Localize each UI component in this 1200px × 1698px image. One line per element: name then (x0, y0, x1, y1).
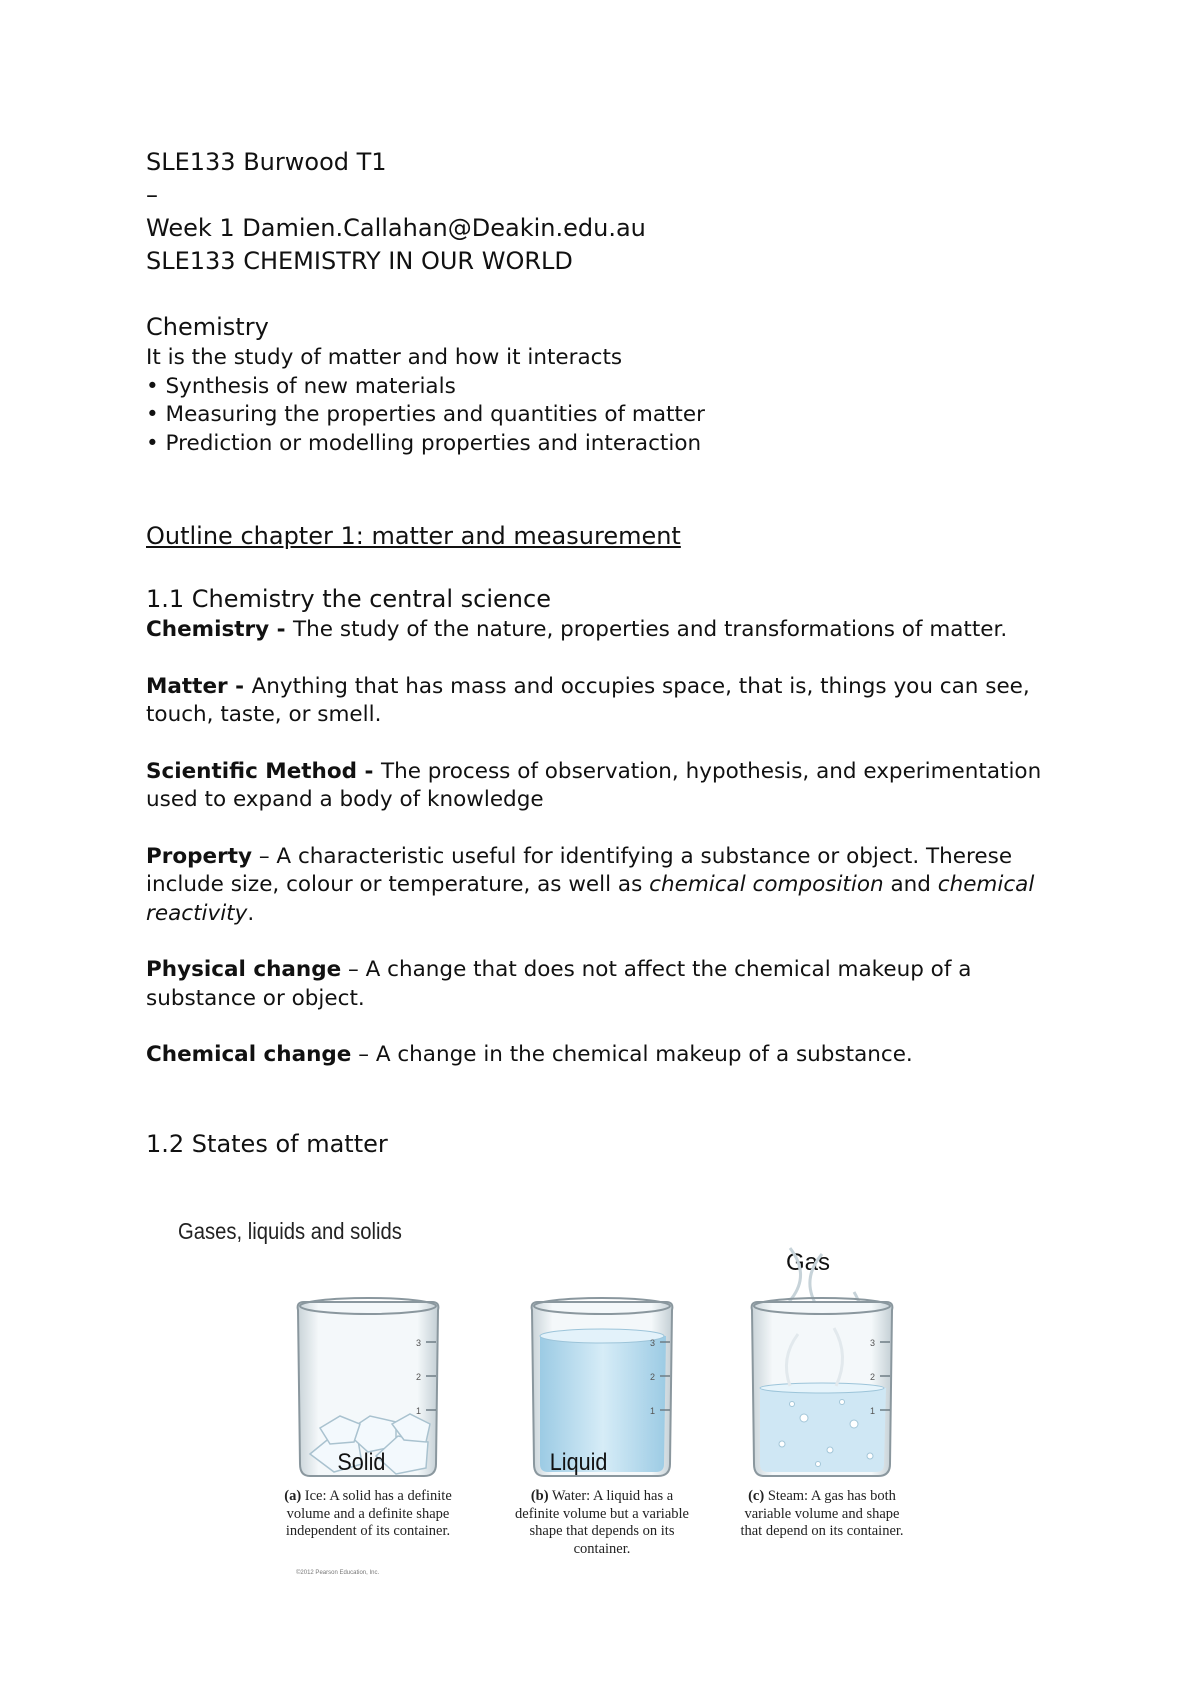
header-course-campus: SLE133 Burwood T1 (146, 148, 387, 176)
states-of-matter-figure (170, 1218, 970, 1598)
header-dash: – (146, 181, 158, 209)
bullet-item: • Measuring the properties and quantities of matter (146, 402, 705, 427)
caption-liquid (512, 1488, 692, 1558)
scale-mark: 2 (650, 1372, 656, 1382)
caption-text: Ice: A solid has a definite volume and a definite shape independent of its container. (285, 1488, 452, 1539)
caption-gas (732, 1488, 912, 1541)
definition-separator: - (357, 758, 381, 784)
definition-text: A change that does not affect the chemical makeup of a substance or object. (146, 957, 972, 1011)
scale-mark: 3 (870, 1338, 876, 1348)
definition-separator: – (341, 957, 366, 982)
caption-letter: (b) (530, 1488, 549, 1504)
scale-mark: 2 (870, 1372, 876, 1382)
section-1-1-heading: 1.1 Chemistry the central science (146, 585, 551, 613)
bullet-item: • Prediction or modelling properties and interaction (146, 430, 702, 456)
section-1-2-heading: 1.2 States of matter (146, 1129, 388, 1158)
scale-mark: 1 (870, 1406, 876, 1416)
scale-mark: 1 (416, 1406, 422, 1416)
header-course-title: SLE133 CHEMISTRY IN OUR WORLD (146, 247, 573, 275)
definition-chemical-change (146, 1041, 1076, 1070)
outline-heading: Outline chapter 1: matter and measurement (146, 522, 681, 550)
document-content (146, 146, 1076, 1161)
scale-mark: 2 (416, 1372, 422, 1382)
chemistry-intro-text: It is the study of matter and how it interacts (146, 345, 623, 370)
definition-term: Property (146, 843, 252, 869)
definition-text: and (883, 872, 938, 897)
definition-text: A change in the chemical makeup of a substance. (375, 1042, 913, 1067)
definition-term: Physical change (146, 957, 342, 982)
definition-separator: – (252, 843, 277, 869)
caption-letter: (a) (284, 1488, 302, 1504)
beaker-solid (298, 1298, 439, 1476)
definition-term: Chemistry (146, 617, 270, 642)
beaker-liquid (532, 1298, 673, 1476)
italic-term: chemical reactivity (146, 872, 1035, 926)
definition-property (146, 843, 1076, 929)
definition-matter (146, 673, 1076, 730)
definition-term: Chemical change (146, 1042, 352, 1067)
bullet-item: • Synthesis of new materials (146, 373, 456, 399)
beaker-gas (752, 1248, 893, 1476)
italic-term: chemical composition (649, 872, 884, 897)
definition-separator: - (227, 673, 252, 699)
definition-text: The study of the nature, properties and transformations of matter. (293, 617, 1008, 642)
definition-term: Matter (146, 673, 228, 699)
definition-separator: – (351, 1042, 376, 1067)
scale-mark: 3 (650, 1338, 656, 1348)
scale-mark: 3 (416, 1338, 422, 1348)
definition-physical-change (146, 956, 1076, 1013)
caption-letter: (c) (748, 1488, 765, 1504)
definition-text: A characteristic useful for identifying a substance or object. Therese include size, colour or temperature, as well as (146, 843, 1013, 897)
beakers-illustration (170, 1218, 970, 1488)
definition-term: Scientific Method (146, 758, 358, 784)
beaker-label-liquid: Liquid (549, 1447, 608, 1476)
beaker-label-solid: Solid (337, 1447, 386, 1476)
definition-scientific-method (146, 758, 1076, 815)
figure-title: Gases, liquids and solids (178, 1218, 402, 1244)
figure-copyright: ©2012 Pearson Education, Inc. (296, 1570, 380, 1576)
caption-text: Water: A liquid has a definite volume but a variable shape that depends on its container. (515, 1488, 689, 1557)
caption-solid (278, 1488, 458, 1541)
caption-text: Steam: A gas has both variable volume and shape that depend on its container. (740, 1488, 904, 1539)
definition-text: The process of observation, hypothesis, and experimentation used to expand a body of knowledge (146, 758, 1042, 812)
definition-text: . (247, 900, 255, 926)
scale-mark: 1 (650, 1406, 656, 1416)
header-week-email: Week 1 Damien.Callahan@Deakin.edu.au (146, 214, 646, 242)
definition-separator: - (269, 617, 294, 642)
definition-chemistry (146, 616, 1076, 645)
chemistry-heading: Chemistry (146, 313, 269, 341)
definition-text: Anything that has mass and occupies space, that is, things you can see, touch, taste, or smell. (146, 673, 1030, 727)
gas-label: Gas (786, 1249, 831, 1276)
